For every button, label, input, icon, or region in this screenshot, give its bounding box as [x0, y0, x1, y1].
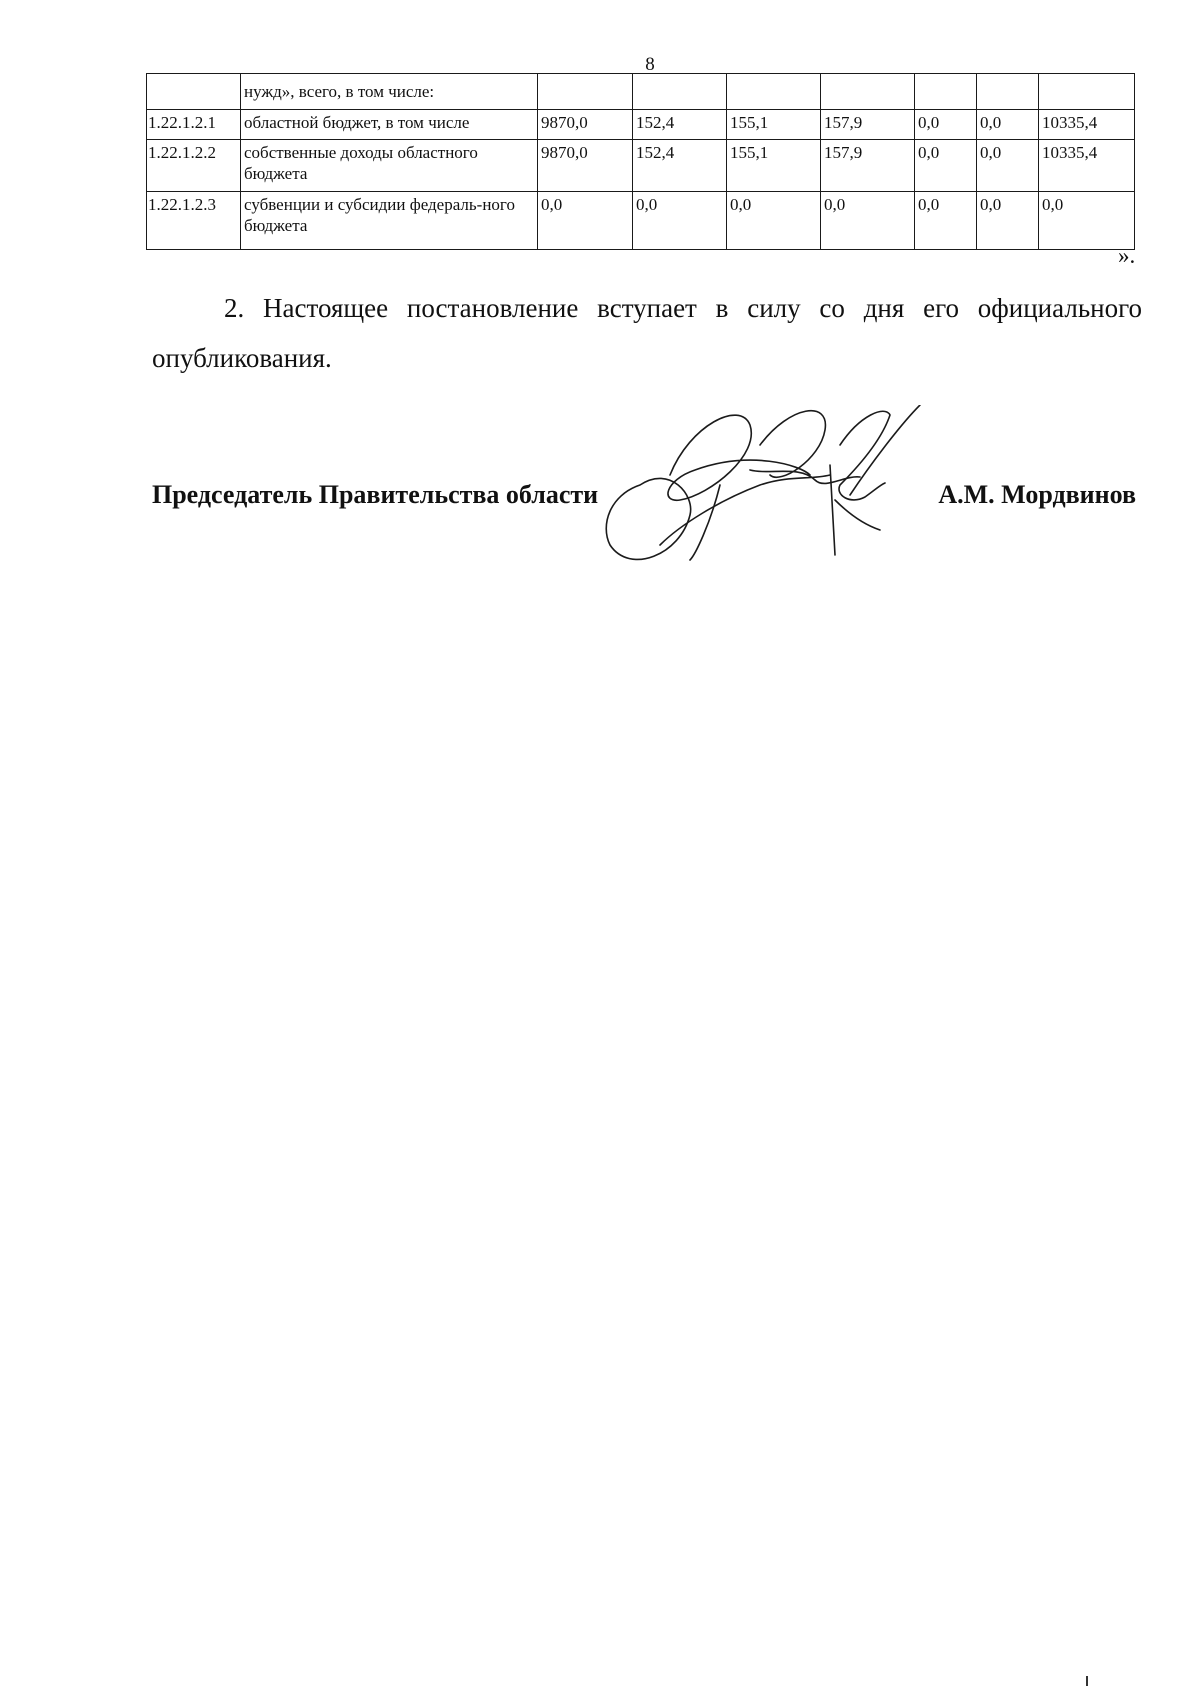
row-code: [147, 74, 241, 110]
value-cell: 0,0: [633, 192, 727, 250]
value-cell: 0,0: [915, 192, 977, 250]
table-row: [147, 192, 1135, 250]
value-cell: 157,9: [821, 110, 915, 140]
value-cell: 155,1: [727, 140, 821, 192]
table-row: [147, 74, 1135, 110]
row-code: 1.22.1.2.3: [147, 192, 241, 250]
value-cell: 0,0: [915, 110, 977, 140]
value-cell: 155,1: [727, 110, 821, 140]
value-cell: 152,4: [633, 140, 727, 192]
row-name: субвенции и субсидии федераль-ного бюджета: [241, 192, 538, 250]
value-cell: 0,0: [727, 192, 821, 250]
handwritten-signature: [600, 405, 960, 615]
value-cell: 0,0: [977, 140, 1039, 192]
page-number: 8: [645, 54, 655, 75]
value-cell: 9870,0: [538, 140, 633, 192]
row-name: областной бюджет, в том числе: [241, 110, 538, 140]
value-cell: 152,4: [633, 110, 727, 140]
value-cell: 10335,4: [1039, 140, 1135, 192]
budget-table: [146, 73, 1135, 250]
scan-mark: [1086, 1676, 1088, 1686]
value-cell: 0,0: [977, 192, 1039, 250]
value-cell: [538, 74, 633, 110]
value-cell: [1039, 74, 1135, 110]
row-name: собственные доходы областного бюджета: [241, 140, 538, 192]
table-row: [147, 140, 1135, 192]
value-cell: 0,0: [538, 192, 633, 250]
table-row: [147, 110, 1135, 140]
value-cell: 0,0: [821, 192, 915, 250]
signatory-name: А.М. Мордвинов: [938, 480, 1136, 509]
value-cell: 0,0: [1039, 192, 1135, 250]
value-cell: 157,9: [821, 140, 915, 192]
value-cell: [821, 74, 915, 110]
value-cell: 9870,0: [538, 110, 633, 140]
value-cell: 10335,4: [1039, 110, 1135, 140]
value-cell: [915, 74, 977, 110]
value-cell: [977, 74, 1039, 110]
row-code: 1.22.1.2.2: [147, 140, 241, 192]
row-name: нужд», всего, в том числе:: [241, 74, 538, 110]
row-code: 1.22.1.2.1: [147, 110, 241, 140]
value-cell: 0,0: [977, 110, 1039, 140]
value-cell: [727, 74, 821, 110]
value-cell: 0,0: [915, 140, 977, 192]
closing-quote: ».: [1118, 243, 1136, 268]
value-cell: [633, 74, 727, 110]
signatory-title: Председатель Правительства области: [152, 480, 599, 509]
effective-date-paragraph: 2. Настоящее постановление вступает в силу со дня его официального опубликования.: [152, 293, 1142, 373]
